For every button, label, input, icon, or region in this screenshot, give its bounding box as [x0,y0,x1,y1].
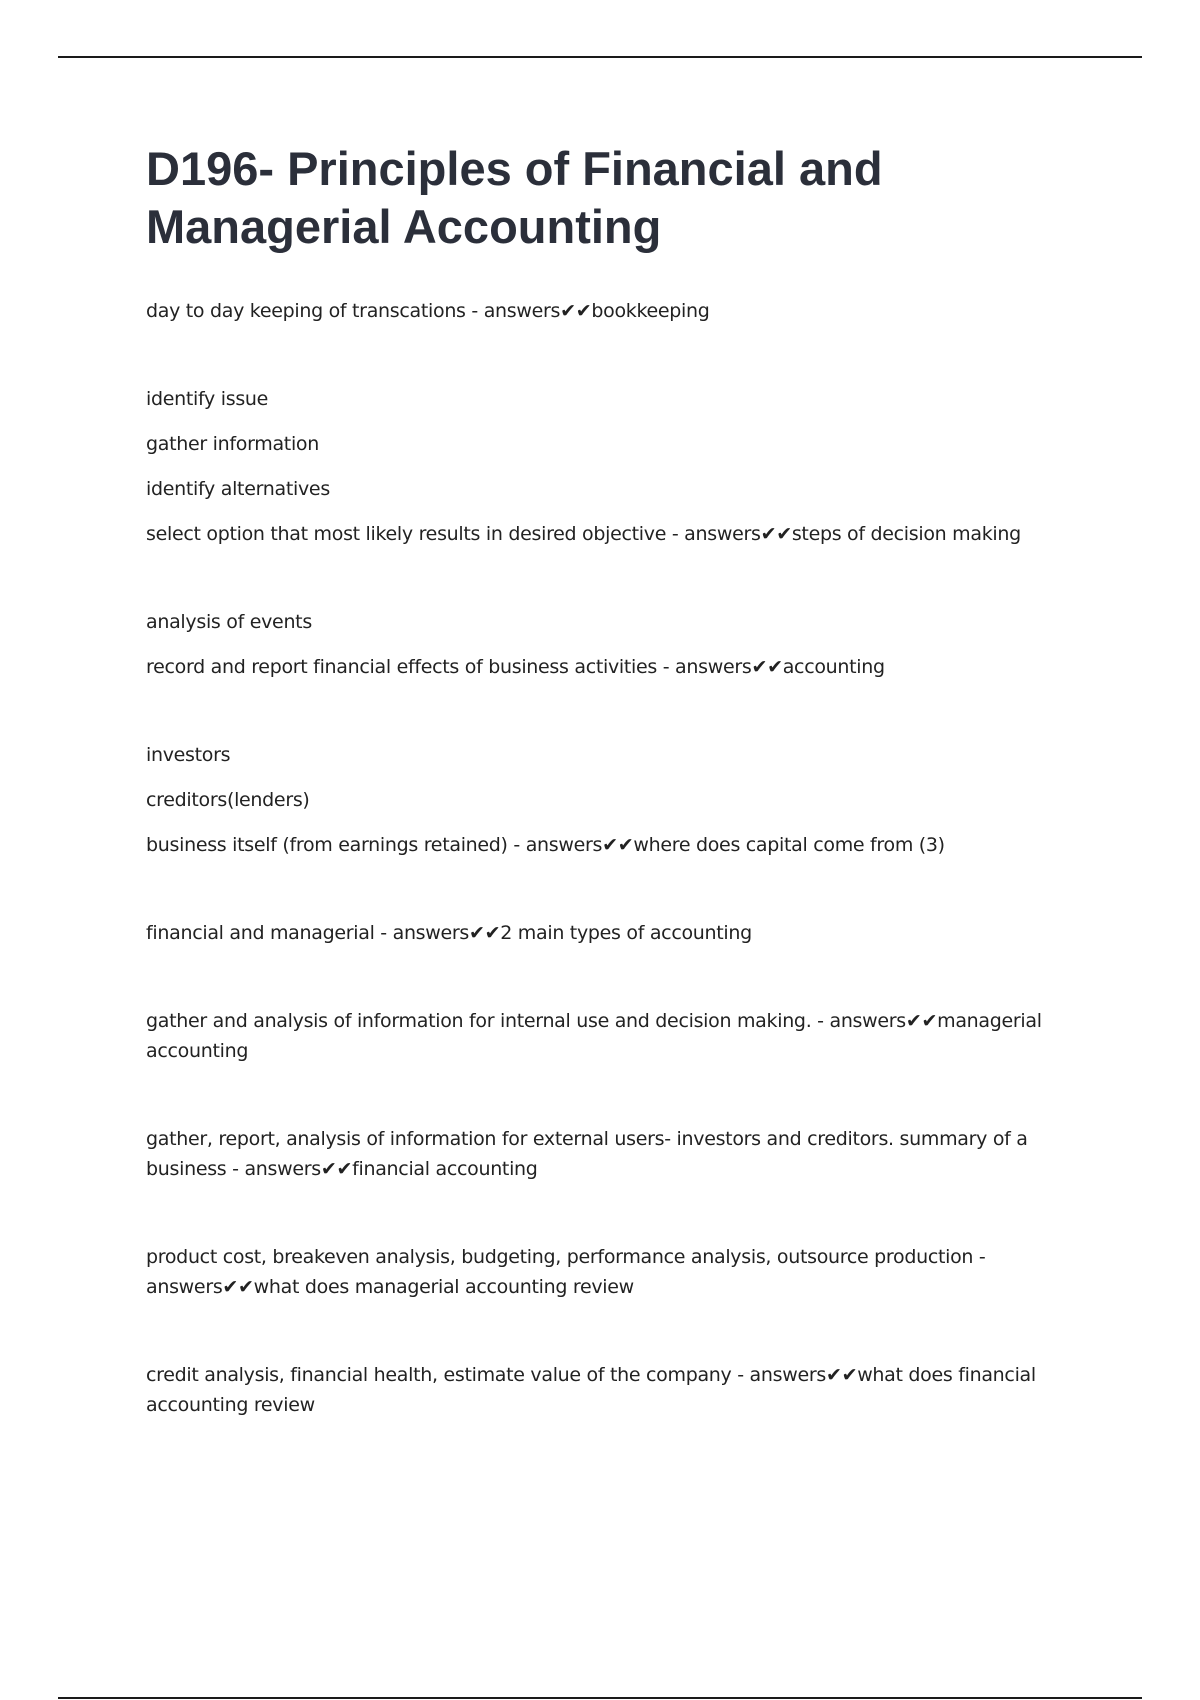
card-line: creditors(lenders) [146,789,310,811]
bottom-rule [58,1697,1142,1699]
card-line: gather, report, analysis of information for external users- investors and creditors. summary of a business - answers✔✔financial accounting [146,1128,1028,1180]
flashcard-7 [146,1124,1106,1184]
card-line: credit analysis, financial health, estimate value of the company - answers✔✔what does financial accounting review [146,1364,1036,1416]
card-line: business itself (from earnings retained) - answers✔✔where does capital come from (3) [146,834,945,856]
flashcard-3 [146,607,1106,682]
flashcard-8 [146,1242,1106,1302]
card-line: identify alternatives [146,478,330,500]
card-line: financial and managerial - answers✔✔2 main types of accounting [146,922,752,944]
flashcard-4 [146,740,1106,860]
card-line: investors [146,744,231,766]
card-line: day to day keeping of transcations - answers✔✔bookkeeping [146,300,710,322]
flashcard-2 [146,384,1106,549]
card-line: gather information [146,433,319,455]
flashcard-1 [146,296,1106,326]
flashcard-5 [146,918,1106,948]
card-line: product cost, breakeven analysis, budgeting, performance analysis, outsource production - answers✔✔what does managerial accounting review [146,1246,986,1298]
flashcard-6 [146,1006,1106,1066]
document-title: D196- Principles of Financial and Managerial Accounting [146,142,883,253]
top-rule [58,56,1142,58]
card-line: select option that most likely results in desired objective - answers✔✔steps of decision making [146,523,1021,545]
card-line: analysis of events [146,611,312,633]
card-line: gather and analysis of information for internal use and decision making. - answers✔✔managerial accounting [146,1010,1042,1062]
card-line: record and report financial effects of business activities - answers✔✔accounting [146,656,885,678]
card-line: identify issue [146,388,269,410]
document-body [146,140,1106,1478]
flashcard-9 [146,1360,1106,1420]
